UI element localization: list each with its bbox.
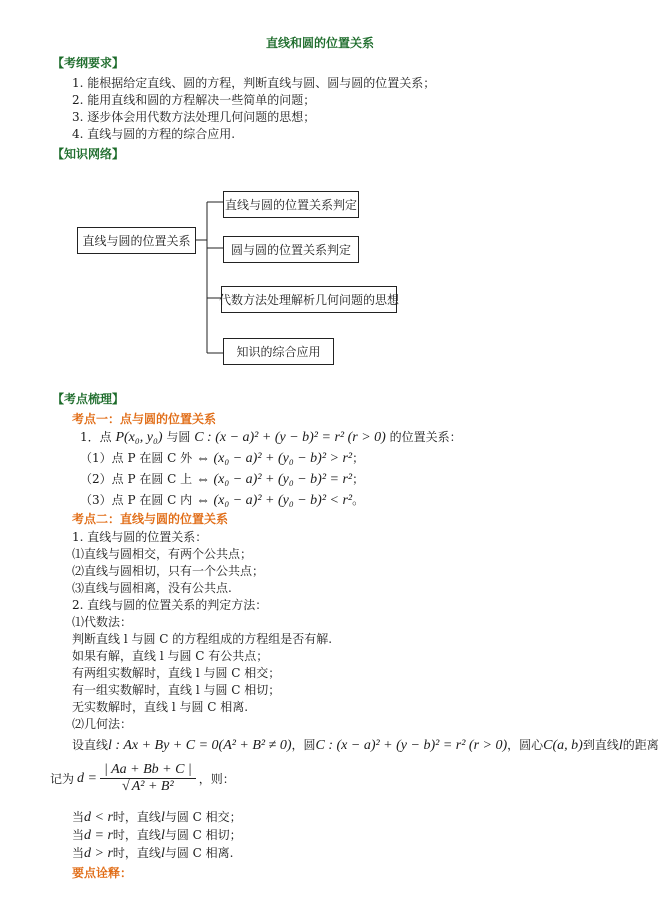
text: 的距离 (622, 738, 659, 752)
text: ； (352, 451, 365, 465)
text: 与圆 C 相交； (164, 810, 242, 824)
diagram-root-label: 直线与圆的位置关系 (82, 234, 191, 248)
math: ⇔ (x₀ − a)² + (y₀ − b)² > r² (195, 451, 353, 466)
text: 与圆 (166, 430, 191, 444)
fraction-denominator: A² + B² (131, 779, 174, 794)
point2-line: 2. 直线与圆的位置关系的判定方法： (72, 598, 268, 612)
requirement-item: 2. 能用直线和圆的方程解决一些简单的问题； (72, 93, 316, 107)
text: 当 (72, 828, 85, 842)
geometric-method-line (72, 736, 659, 754)
diagram-child-label: 直线与圆的位置关系判定 (224, 198, 357, 212)
text: ，则： (198, 772, 235, 786)
math: ⇔ (x₀ − a)² + (y₀ − b)² = r² (195, 472, 353, 487)
math: C : (x − a)² + (y − b)² = r² (r > 0) (194, 430, 386, 445)
diagram-child-label: 代数方法处理解析几何问题的思想 (219, 293, 400, 307)
text: （1）点 P 在圆 C 外 (80, 451, 193, 465)
text: 设直线 (72, 738, 109, 752)
diagram-child-box (219, 286, 400, 313)
diagram-child-box (223, 191, 359, 218)
point1-case (80, 470, 364, 488)
diagram-child-box (223, 338, 334, 365)
point2-heading: 考点二：直线与圆的位置关系 (72, 512, 229, 526)
math: l (160, 828, 165, 843)
diagram-child-box (223, 236, 359, 263)
text: 与圆 C 相离. (164, 846, 234, 860)
math: l : Ax + By + C = 0(A² + B² ≠ 0) (108, 738, 292, 753)
math: l (618, 738, 623, 753)
math: d > r (84, 846, 113, 861)
point2-line: 1. 直线与圆的位置关系： (72, 530, 208, 544)
math: ⇔ (x₀ − a)² + (y₀ − b)² < r² (195, 493, 353, 508)
point2-line: ⑵直线与圆相切，只有一个公共点； (72, 564, 265, 578)
page-title: 直线和圆的位置关系 (265, 36, 374, 50)
requirement-item: 1. 能根据给定直线、圆的方程，判断直线与圆、圆与圆的位置关系； (72, 76, 436, 90)
text: 当 (72, 810, 85, 824)
compare-line (72, 826, 242, 844)
point2-line: ⑴直线与圆相交，有两个公共点； (72, 547, 253, 561)
text: 到直线 (582, 738, 619, 752)
math: d = (77, 770, 97, 786)
text: ，圆 (291, 738, 316, 752)
text: （3）点 P 在圆 C 内 (80, 493, 193, 507)
point2-line: 有一组实数解时，直线 l 与圆 C 相切； (72, 683, 281, 697)
text: ，圆心 (507, 738, 544, 752)
math: l (160, 846, 165, 861)
text: 与圆 C 相切； (164, 828, 242, 842)
math: d = r (84, 828, 113, 843)
text: 。 (352, 493, 365, 507)
point1-case (80, 491, 364, 509)
text: ； (352, 472, 365, 486)
point2-line: 有两组实数解时，直线 l 与圆 C 相交； (72, 666, 281, 680)
section-requirements: 【考纲要求】 (52, 56, 125, 70)
distance-formula (50, 762, 235, 795)
text: 记为 (50, 772, 75, 786)
compare-line (72, 808, 242, 826)
point2-line: ⑴代数法： (72, 615, 133, 629)
math: l (160, 810, 165, 825)
notes-heading: 要点诠释： (72, 866, 133, 880)
point2-line: 判断直线 l 与圆 C 的方程组成的方程组是否有解. (72, 632, 333, 646)
text: 当 (72, 846, 85, 860)
text: 时，直线 (112, 846, 161, 860)
fraction-numerator: | Aa + Bb + C | (100, 762, 196, 779)
text: 时，直线 (112, 828, 161, 842)
text: 时，直线 (112, 810, 161, 824)
compare-line (72, 844, 233, 862)
point2-line: ⑵几何法： (72, 717, 133, 731)
text: 1．点 (80, 430, 112, 444)
point1-case (80, 449, 364, 467)
diagram-root-box (77, 227, 196, 254)
diagram-child-label: 圆与圆的位置关系判定 (230, 243, 351, 257)
requirement-item: 4. 直线与圆的方程的综合应用. (72, 127, 236, 141)
section-review: 【考点梳理】 (52, 392, 125, 406)
math: d < r (84, 810, 113, 825)
math: P(x₀, y₀) (115, 430, 163, 445)
point2-line: 如果有解，直线 l 与圆 C 有公共点； (72, 649, 269, 663)
requirement-item: 3. 逐步体会用代数方法处理几何问题的思想； (72, 110, 316, 124)
text: （2）点 P 在圆 C 上 (80, 472, 193, 486)
distance-fraction: $\frac{| Aa + Bb + C |}{\text{√ A² + B²}}$ (100, 762, 196, 795)
math: C(a, b) (543, 738, 583, 753)
point2-line: 无实数解时，直线 l 与圆 C 相离. (72, 700, 249, 714)
math: C : (x − a)² + (y − b)² = r² (r > 0) (315, 738, 508, 753)
diagram-child-label: 知识的综合应用 (236, 345, 321, 359)
point1-heading: 考点一：点与圆的位置关系 (72, 412, 217, 426)
section-network: 【知识网络】 (52, 147, 125, 161)
point2-line: ⑶直线与圆相离，没有公共点. (72, 581, 232, 595)
point1-intro (80, 428, 462, 446)
text: 的位置关系： (389, 430, 462, 444)
